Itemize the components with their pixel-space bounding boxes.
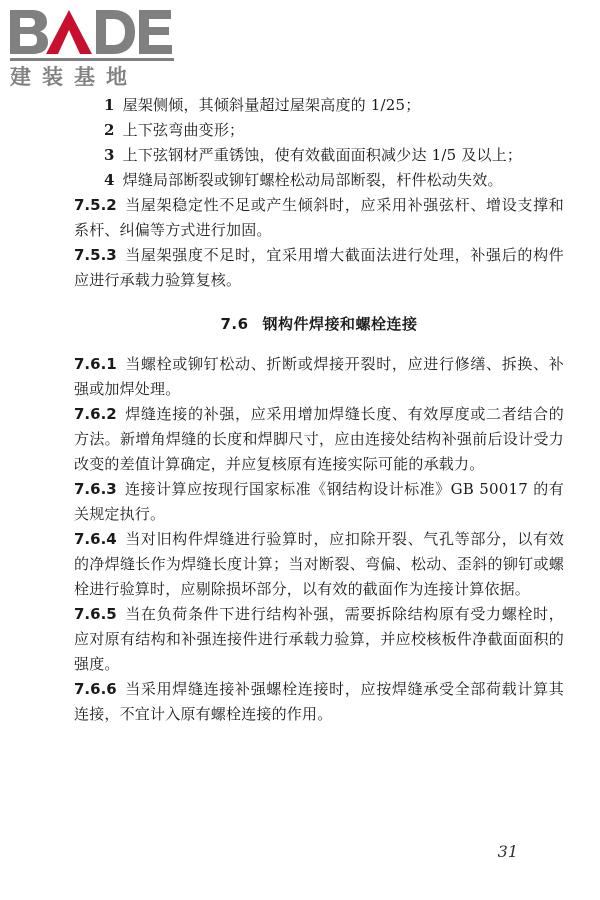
clause-text: 当采用焊缝连接补强螺栓连接时，应按焊缝承受全部荷载计算其连接，不宜计入原有螺栓连接的作用。: [74, 680, 564, 723]
item-number: 2: [104, 121, 115, 139]
clause-number: 7.6.4: [74, 530, 117, 548]
clause-7-5-3: [74, 243, 564, 293]
clause-number: 7.5.2: [74, 196, 117, 214]
clause-7-5-2: [74, 193, 564, 243]
clause-7-6-6: [74, 677, 564, 727]
document-body: [74, 93, 564, 727]
clause-7-6-4: [74, 527, 564, 602]
clause-7-6-5: [74, 602, 564, 677]
item-text: 屋架侧倾，其倾斜量超过屋架高度的 1/25；: [122, 96, 421, 114]
clause-7-6-3: [74, 477, 564, 527]
clause-number: 7.6.3: [74, 480, 117, 498]
clause-text: 焊缝连接的补强，应采用增加焊缝长度、有效厚度或二者结合的方法。新增角焊缝的长度和焊脚尺寸，应由连接处结构补强前后设计受力改变的差值计算确定，并应复核原有连接实际可能的承载力。: [74, 405, 564, 473]
section-heading: [74, 313, 564, 334]
section-number: 7.6: [220, 315, 249, 333]
clause-7-6-1: [74, 352, 564, 402]
clause-text: 当屋架强度不足时，宜采用增大截面法进行处理，补强后的构件应进行承载力验算复核。: [74, 246, 564, 289]
clause-text: 连接计算应按现行国家标准《钢结构设计标准》GB 50017 的有关规定执行。: [74, 480, 564, 523]
clause-7-6-2: [74, 402, 564, 477]
section-title: 钢构件焊接和螺栓连接: [262, 315, 418, 333]
clause-number: 7.6.5: [74, 605, 117, 623]
item-list: [74, 93, 564, 193]
item-number: 4: [104, 171, 115, 189]
clause-number: 7.5.3: [74, 246, 117, 264]
item-number: 3: [104, 146, 115, 164]
item-text: 焊缝局部断裂或铆钉螺栓松动局部断裂，杆件松动失效。: [122, 171, 503, 189]
clause-number: 7.6.2: [74, 405, 117, 423]
list-item: [74, 93, 564, 118]
clause-number: 7.6.1: [74, 355, 117, 373]
item-text: 上下弦钢材严重锈蚀，使有效截面面积减少达 1/5 及以上；: [122, 146, 523, 164]
clause-text: 当对旧构件焊缝进行验算时，应扣除开裂、气孔等部分，以有效的净焊缝长作为焊缝长度计算；当对断裂、弯偏、松动、歪斜的铆钉或螺栓进行验算时，应剔除损坏部分，以有效的截面作为连接计算依据。: [74, 530, 564, 598]
item-text: 上下弦弯曲变形；: [122, 121, 245, 139]
bade-logo-mark: [8, 4, 178, 88]
list-item: [74, 143, 564, 168]
bade-logo: [8, 4, 178, 88]
item-number: 1: [104, 96, 115, 114]
clause-text: 当在负荷条件下进行结构补强，需要拆除结构原有受力螺栓时，应对原有结构和补强连接件进行承载力验算，并应校核板件净截面面积的强度。: [74, 605, 564, 673]
clause-text: 当螺栓或铆钉松动、折断或焊接开裂时，应进行修缮、拆换、补强或加焊处理。: [74, 355, 564, 398]
list-item: [74, 168, 564, 193]
page-number: 31: [497, 842, 518, 861]
list-item: [74, 118, 564, 143]
clause-number: 7.6.6: [74, 680, 117, 698]
clause-text: 当屋架稳定性不足或产生倾斜时，应采用补强弦杆、增设支撑和系杆、纠偏等方式进行加固。: [74, 196, 564, 239]
logo-tagline: 建装基地: [10, 65, 138, 88]
